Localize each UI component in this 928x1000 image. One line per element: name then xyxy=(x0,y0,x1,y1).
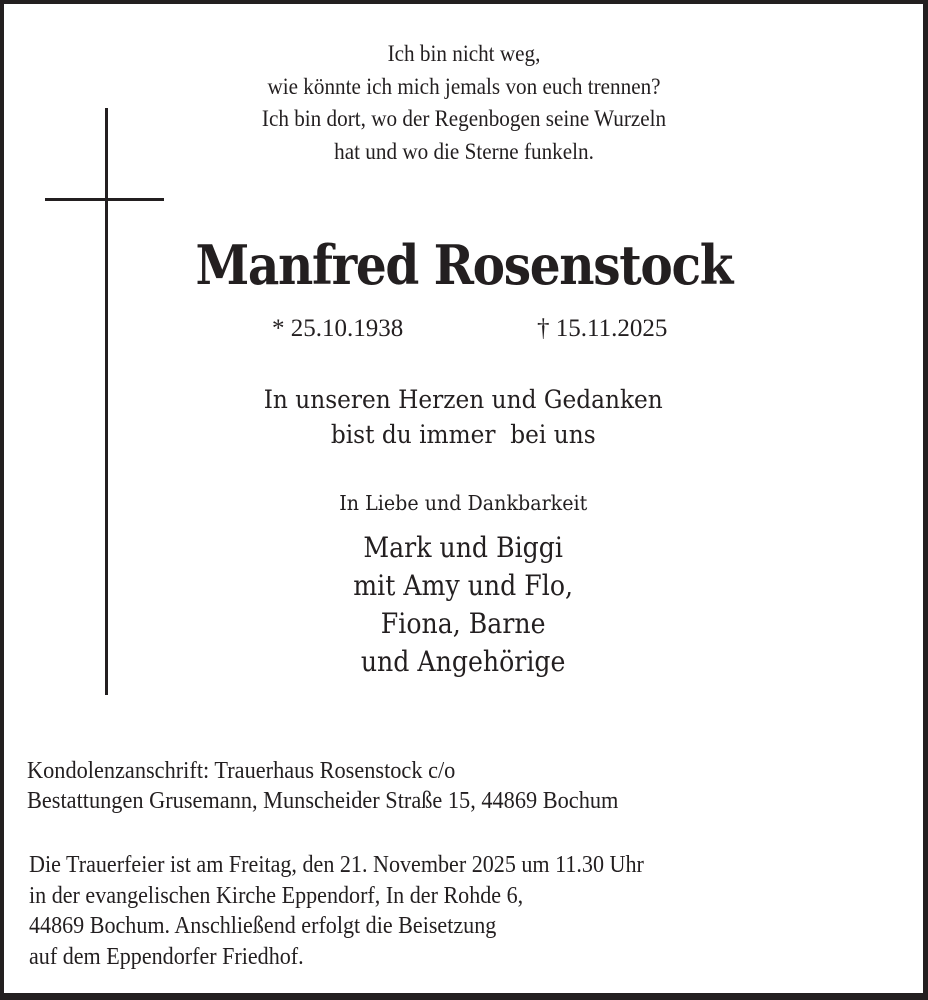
mourners xyxy=(50,529,877,681)
motto-line: In unseren Herzen und Gedanken xyxy=(263,385,663,414)
ceremony-info xyxy=(29,850,644,972)
ceremony-line: Die Trauerfeier ist am Freitag, den 21. November 2025 um 11.30 Uhr xyxy=(29,852,644,878)
poem-line: Ich bin nicht weg, xyxy=(387,41,541,66)
condolence-address xyxy=(27,756,618,816)
thanks-line: In Liebe und Dankbarkeit xyxy=(339,491,588,515)
cross-horizontal-bar xyxy=(45,198,164,201)
death-date: † 15.11.2025 xyxy=(537,315,668,342)
poem xyxy=(41,38,886,168)
ceremony-line: in der evangelischen Kirche Eppendorf, In der Rohde 6, xyxy=(29,882,524,909)
mourner-line: Fiona, Barne xyxy=(380,607,546,640)
obituary-notice xyxy=(4,4,923,993)
poem-line: wie könnte ich mich jemals von euch trennen? xyxy=(267,73,661,99)
condolence-line: Kondolenzanschrift: Trauerhaus Rosenstock c/o xyxy=(27,758,456,784)
ceremony-line: auf dem Eppendorfer Friedhof. xyxy=(29,943,304,970)
condolence-line: Bestattungen Grusemann, Munscheider Straße 15, 44869 Bochum xyxy=(27,788,619,814)
motto xyxy=(36,382,891,452)
deceased-name: Manfred Rosenstock xyxy=(195,233,733,297)
poem-line: Ich bin dort, wo der Regenbogen seine Wurzeln xyxy=(261,106,667,131)
motto-line: bist du immer bei uns xyxy=(330,420,596,449)
birth-date: * 25.10.1938 xyxy=(272,315,404,342)
mourner-line: mit Amy und Flo, xyxy=(353,569,574,602)
mourner-line: und Angehörige xyxy=(360,645,566,678)
poem-line: hat und wo die Sterne funkeln. xyxy=(334,138,594,164)
mourner-line: Mark und Biggi xyxy=(363,531,563,564)
ceremony-line: 44869 Bochum. Anschließend erfolgt die Beisetzung xyxy=(29,913,497,939)
